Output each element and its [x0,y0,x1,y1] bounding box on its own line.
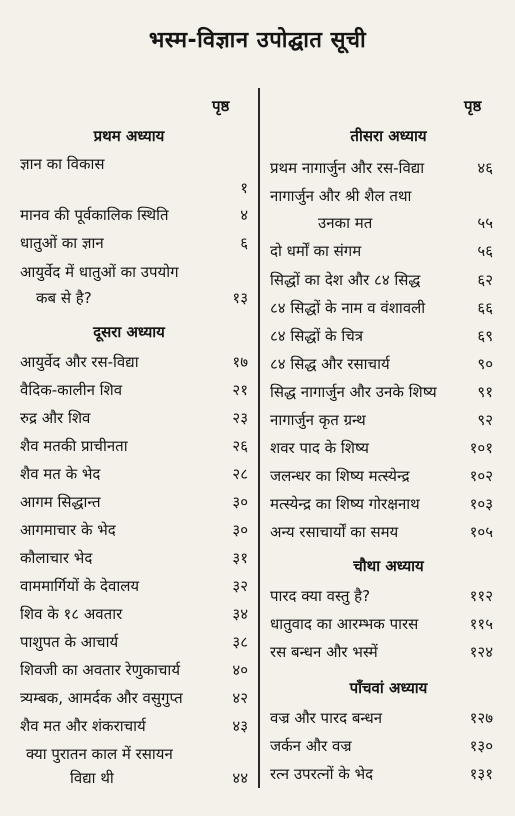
entry-title: त्र्यम्बक, आमर्दक और वसुगुप्त [20,689,183,707]
entry-title: क्या पुरातन काल में रसायन [26,745,173,763]
entry-title: नागार्जुन और श्री शैल तथा [270,187,412,205]
entry-title: आगमाचार के भेद [20,521,116,539]
entry-title-continued: कब से है? [36,289,92,307]
entry-page: १३० [469,737,493,755]
entry-page: ११२ [469,587,493,605]
entry-page: १ [240,179,248,197]
entry-title: शैव मत के भेद [20,465,101,483]
entry-title: नागार्जुन कृत ग्रन्थ [270,411,366,429]
entry-page: १०१ [469,439,493,457]
entry-page: १३ [232,289,248,307]
entry-page: ३० [232,521,248,539]
entry-title: कौलाचार भेद [20,549,93,567]
entry-title: सिद्धों का देश और ८४ सिद्ध [270,271,421,289]
entry-title: ८४ सिद्ध और रसाचार्य [270,355,390,373]
entry-page: १०२ [469,467,493,485]
entry-page: ५५ [477,214,493,232]
entry-title: शिव के १८ अवतार [20,605,123,623]
entry-page: १७ [232,353,248,371]
entry-page: ३१ [232,549,248,567]
entry-page: ९१ [477,383,493,401]
entry-title: वैदिक-कालीन शिव [20,381,123,399]
entry-title: ८४ सिद्धों के नाम व वंशावली [270,299,426,317]
entry-title: पारद क्या वस्तु है? [270,587,371,605]
entry-title: शवर पाद के शिष्य [270,439,369,457]
chapter-heading: पाँचवां अध्याय [349,679,428,697]
entry-title: मानव की पूर्वकालिक स्थिति [20,206,169,224]
entry-page: ४६ [477,159,493,177]
entry-page: ४४ [232,769,248,787]
entry-page: १२४ [469,643,493,661]
entry-title: शैव मत और शंकराचार्य [20,717,146,735]
entry-page: ११५ [469,615,493,633]
entry-title: रस बन्धन और भस्में [270,643,378,661]
entry-title: जलन्धर का शिष्य मत्स्येन्द्र [270,467,410,485]
entry-title: अन्य रसाचार्यों का समय [270,523,399,541]
entry-page: ३४ [232,605,248,623]
chapter-heading: दूसरा अध्याय [93,323,165,341]
entry-page: ६९ [477,327,493,345]
entry-title-continued: उनका मत [318,214,373,232]
entry-page: ९२ [477,411,493,429]
entry-title: आयुर्वेद में धातुओं का उपयोग [20,263,179,281]
entry-title: रत्न उपरत्नों के भेद [270,765,374,783]
entry-title: ज्ञान का विकास [20,155,105,173]
page-number-header: पृष्ठ [212,97,230,115]
entry-title: धातुओं का ज्ञान [20,234,104,252]
entry-page: ४२ [232,689,248,707]
entry-page: ५६ [477,242,493,260]
entry-page: ३८ [232,633,248,651]
entry-page: ६६ [477,299,493,317]
entry-title: मत्स्येन्द्र का शिष्य गोरक्षनाथ [270,495,420,513]
page-title: भस्म-विज्ञान उपोद्घात सूची [148,28,367,53]
entry-title: ८४ सिद्धों के चित्र [270,327,364,345]
entry-page: ९० [477,355,493,373]
entry-title: सिद्ध नागार्जुन और उनके शिष्य [270,383,437,401]
entry-title: वाममार्गियों के देवालय [20,577,140,595]
entry-title: आगम सिद्धान्त [20,493,101,511]
entry-page: ४० [232,661,248,679]
entry-page: ३२ [232,577,248,595]
chapter-heading: प्रथम अध्याय [93,127,165,145]
entry-title: दो धर्मों का संगम [270,242,362,260]
entry-title: वज्र और पारद बन्धन [270,709,383,727]
page-number-header: पृष्ठ [464,97,482,115]
entry-page: २१ [232,381,248,399]
entry-page: ४३ [232,717,248,735]
chapter-heading: चौथा अध्याय [353,557,424,575]
entry-title: रुद्र और शिव [20,409,91,427]
column-divider [258,88,260,788]
entry-title: प्रथम नागार्जुन और रस-विद्या [270,159,425,177]
entry-title: शिवजी का अवतार रेणुकाचार्य [20,661,181,679]
entry-page: १०५ [469,523,493,541]
entry-title: जर्कन और वज्र [270,737,352,755]
entry-title: पाशुपत के आचार्य [20,633,119,651]
entry-title: आयुर्वेद और रस-विद्या [20,353,139,371]
entry-page: २८ [232,465,248,483]
entry-page: १२७ [469,709,493,727]
entry-title-continued: विद्या थी [70,769,114,787]
entry-page: ६ [240,234,248,252]
entry-page: १०३ [469,495,493,513]
entry-page: २३ [232,409,248,427]
entry-page: २६ [232,437,248,455]
chapter-heading: तीसरा अध्याय [350,127,427,145]
entry-title: धातुवाद का आरम्भक पारस [270,615,419,633]
entry-page: ३० [232,493,248,511]
entry-page: ६२ [477,271,493,289]
entry-title: शैव मतकी प्राचीनता [20,437,128,455]
entry-page: ४ [240,206,248,224]
entry-page: १३१ [469,765,493,783]
